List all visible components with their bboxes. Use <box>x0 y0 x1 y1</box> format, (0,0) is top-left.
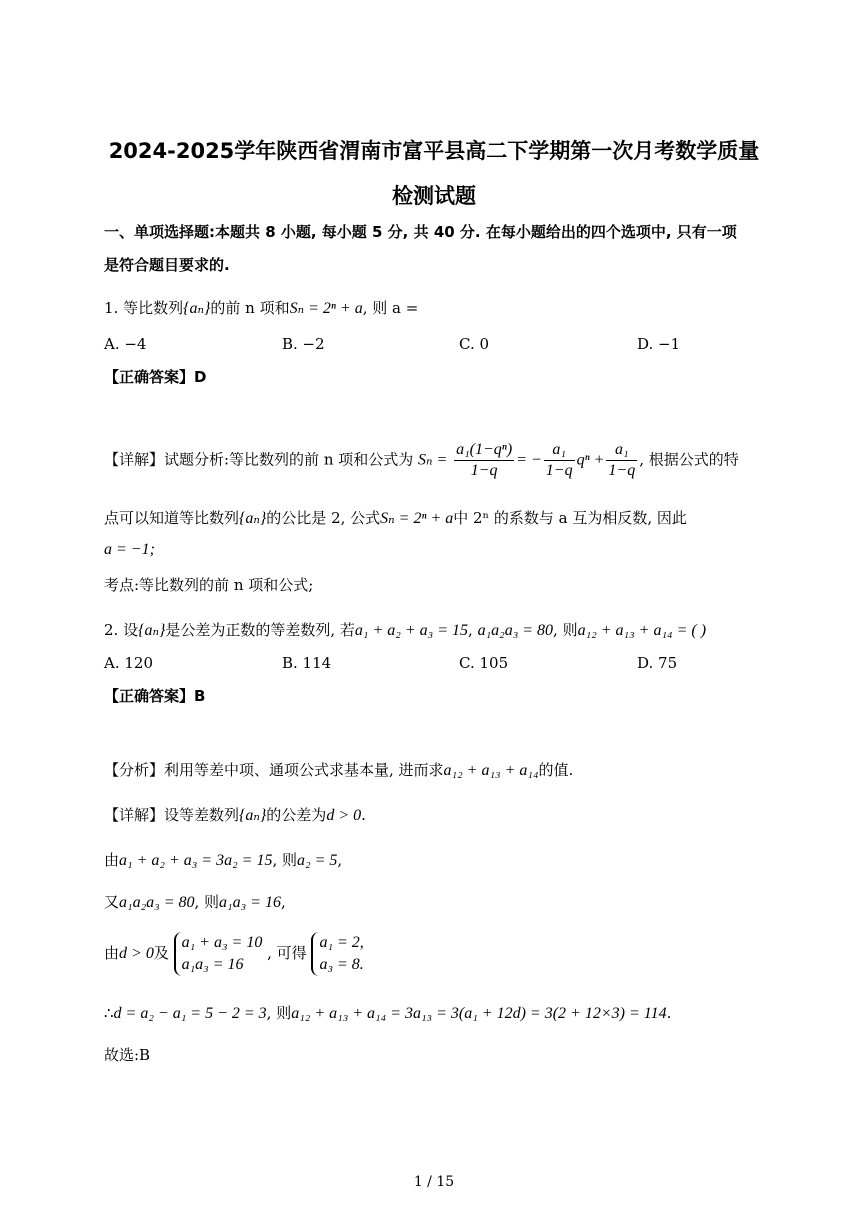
q1-answer: 【正确答案】D <box>104 368 207 386</box>
q2-detail-line1: 【详解】设等差数列{aₙ}的公差为d > 0. <box>104 806 366 824</box>
equation-system-1: a₁ + a₃ = 10 a₁a₃ = 16 <box>174 932 263 976</box>
q2-detail-line4: 由d > 0及 a₁ + a₃ = 10 a₁a₃ = 16 , 可得 a₁ = 2, a₃ = 8. <box>104 932 364 976</box>
q2-detail-line3: 又a₁a₂a₃ = 80, 则a₁a₃ = 16, <box>104 893 286 911</box>
q1-detail: 【详解】试题分析:等比数列的前 n 项和公式为 Sₙ = $\frac{\text{a₁(1−qⁿ)}}{1-q}$ = − $\frac{\text{a₁}}{1-q}$ qⁿ + $\frac{\text{a₁}}{1-q}$ , 根据公式的特 <box>104 441 739 479</box>
q2-option-a: A. 120 <box>104 654 153 672</box>
q2-option-b: B. 114 <box>282 654 332 672</box>
q1-option-b: B. −2 <box>282 335 325 353</box>
q1-option-d: D. −1 <box>637 335 681 353</box>
q2-choice: 故选:B <box>104 1046 151 1064</box>
q2-detail-line2: 由a₁ + a₂ + a₃ = 3a₂ = 15, 则a₂ = 5, <box>104 851 343 869</box>
q2-option-d: D. 75 <box>637 654 678 672</box>
q1-detail-line3: a = −1; <box>104 541 155 558</box>
q2-option-c: C. 105 <box>459 654 509 672</box>
q1-option-c: C. 0 <box>459 335 490 353</box>
q2-analysis: 【分析】利用等差中项、通项公式求基本量, 进而求a₁₂ + a₁₃ + a₁₄的值. <box>104 761 574 779</box>
section-heading-line2: 是符合题目要求的. <box>104 256 230 274</box>
q2-answer: 【正确答案】B <box>104 687 206 705</box>
doc-title-line2: 检测试题 <box>392 184 476 208</box>
q1-detail-line2: 点可以知道等比数列{aₙ}的公比是 2, 公式Sₙ = 2ⁿ + a中 2ⁿ 的系数与 a 互为相反数, 因此 <box>104 509 687 527</box>
q1-option-a: A. −4 <box>104 335 147 353</box>
doc-title-line1: 2024-2025学年陕西省渭南市富平县高二下学期第一次月考数学质量 <box>108 139 760 163</box>
section-heading-line1: 一、单项选择题:本题共 8 小题, 每小题 5 分, 共 40 分. 在每小题给出的四个选项中, 只有一项 <box>104 223 737 241</box>
page-number: 1 / 15 <box>413 1174 455 1190</box>
equation-system-2: a₁ = 2, a₃ = 8. <box>311 932 363 976</box>
q1-kaodian: 考点:等比数列的前 n 项和公式; <box>104 576 314 594</box>
q2-detail-line5: ∴d = a₂ − a₁ = 5 − 2 = 3, 则a₁₂ + a₁₃ + a₁₄ = 3a₁₃ = 3(a₁ + 12d) = 3(2 + 12×3) = 114. <box>104 1004 672 1022</box>
q2-stem: 2. 设{aₙ}是公差为正数的等差数列, 若a₁ + a₂ + a₃ = 15, a₁a₂a₃ = 80, 则a₁₂ + a₁₃ + a₁₄ = ( ) <box>104 621 707 639</box>
q1-stem: 1. 等比数列{aₙ}的前 n 项和Sₙ = 2ⁿ + a, 则 a = <box>104 299 419 317</box>
